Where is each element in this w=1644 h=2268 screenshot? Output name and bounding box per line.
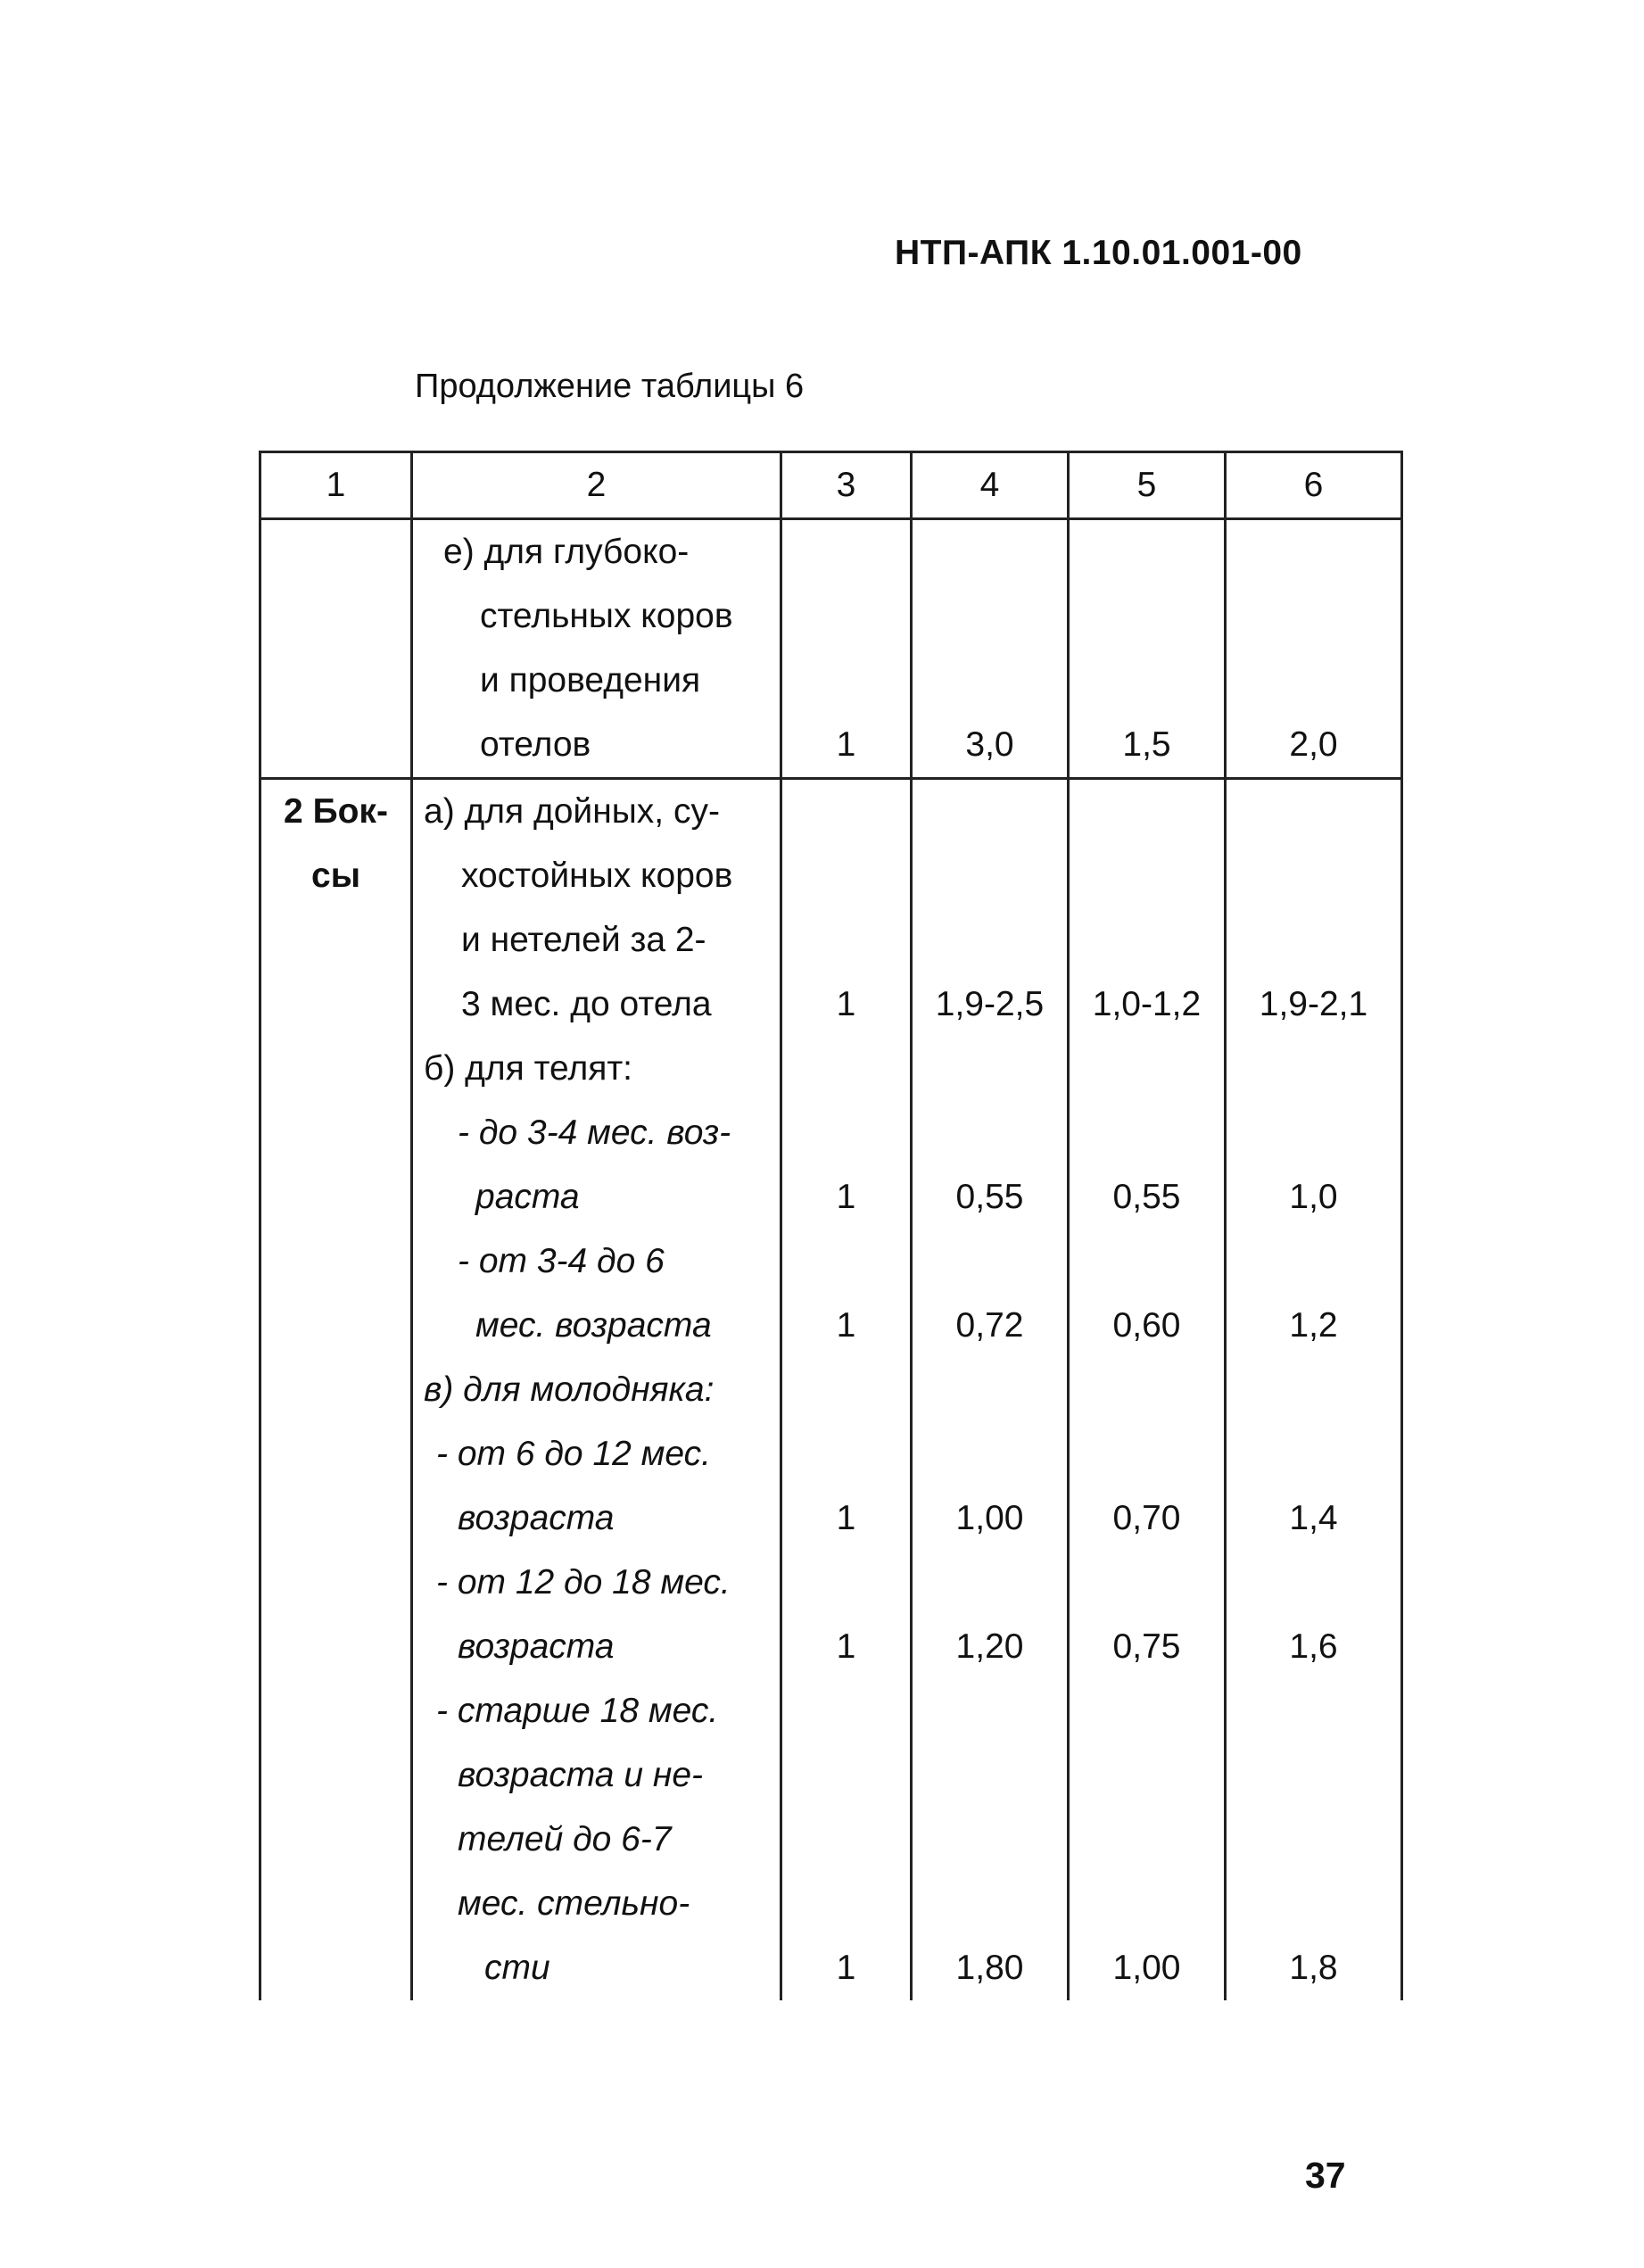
- empty-line: [1227, 1551, 1400, 1615]
- table-caption: Продолжение таблицы 6: [415, 368, 805, 405]
- value: 1: [836, 1306, 856, 1345]
- value: 1,8: [1289, 1949, 1338, 1987]
- value: 1,80: [955, 1949, 1024, 1987]
- empty-line: [1227, 1101, 1400, 1165]
- value: 3,0: [965, 725, 1014, 764]
- value: 1,9-2,1: [1259, 985, 1368, 1023]
- value-cell: [912, 779, 1069, 2001]
- empty-line: [913, 1037, 1067, 1101]
- empty-line: [782, 1743, 910, 1808]
- value: 1: [836, 1949, 856, 1987]
- empty-line: [782, 1872, 910, 1936]
- description-line: хостойных коров: [461, 857, 733, 895]
- description-cell: [412, 779, 781, 2001]
- empty-line: [782, 908, 910, 973]
- empty-line: [782, 1679, 910, 1743]
- value: 1,00: [955, 1499, 1024, 1537]
- table-row-e: [260, 519, 1402, 779]
- description-line: б) для телят:: [424, 1049, 633, 1088]
- empty-line: [1227, 780, 1400, 844]
- value: 0,75: [1112, 1627, 1181, 1666]
- description-line: сти: [484, 1949, 550, 1987]
- description-line: возраста: [458, 1499, 615, 1537]
- description-line: раста: [475, 1178, 580, 1216]
- norms-table: [259, 451, 1403, 2000]
- empty-line: [1070, 1037, 1224, 1101]
- page-number: 37: [1305, 2155, 1346, 2196]
- value: 1,2: [1289, 1306, 1338, 1345]
- description-line: - до 3-4 мес. воз-: [458, 1113, 731, 1152]
- empty-line: [782, 1422, 910, 1486]
- value: 1: [836, 985, 856, 1023]
- column-number: 6: [1226, 452, 1402, 519]
- value-cell: [912, 519, 1069, 779]
- empty-line: [1227, 1229, 1400, 1294]
- value: 1,0: [1289, 1178, 1338, 1216]
- empty-line: [1227, 1037, 1400, 1101]
- value: 1,00: [1112, 1949, 1181, 1987]
- table-row-boxes: [260, 779, 1402, 2001]
- description-line: возраста: [458, 1627, 615, 1666]
- description-line: мес. стельно-: [458, 1884, 690, 1923]
- description-line: стельных коров: [480, 597, 733, 635]
- description-line: и проведения: [480, 661, 701, 699]
- value: 2,0: [1289, 725, 1338, 764]
- description-line: - старше 18 мес.: [436, 1692, 719, 1730]
- value-cell: [1069, 519, 1226, 779]
- empty-line: [1227, 844, 1400, 908]
- description-line: отелов: [480, 725, 591, 764]
- column-number: 5: [1069, 452, 1226, 519]
- value-cell: [1069, 779, 1226, 2001]
- value: 1: [836, 725, 856, 764]
- row-label-cell: [260, 779, 412, 2001]
- column-number-row: [260, 452, 1402, 519]
- empty-line: [1070, 844, 1224, 908]
- empty-line: [913, 1101, 1067, 1165]
- column-number: 1: [260, 452, 412, 519]
- empty-line: [1070, 1551, 1224, 1615]
- empty-line: [1227, 1808, 1400, 1872]
- empty-line: [1227, 1679, 1400, 1743]
- value-cell: [1226, 779, 1402, 2001]
- empty-line: [782, 1037, 910, 1101]
- value-cell: [781, 779, 912, 2001]
- description-line: возраста и не-: [458, 1756, 703, 1794]
- value: 1,4: [1289, 1499, 1338, 1537]
- empty-line: [1070, 1229, 1224, 1294]
- value: 1: [836, 1178, 856, 1216]
- empty-line: [1070, 908, 1224, 973]
- empty-line: [1070, 1679, 1224, 1743]
- empty-line: [782, 1551, 910, 1615]
- empty-line: [913, 1422, 1067, 1486]
- empty-line: [1227, 1422, 1400, 1486]
- empty-line: [1070, 780, 1224, 844]
- description-line: мес. возраста: [475, 1306, 712, 1345]
- empty-line: [1227, 1358, 1400, 1422]
- empty-line: [913, 1551, 1067, 1615]
- value: 1,9-2,5: [935, 985, 1045, 1023]
- description-line: 3 мес. до отела: [461, 985, 712, 1023]
- description-line: телей до 6-7: [458, 1820, 672, 1858]
- value-cell: [781, 519, 912, 779]
- column-number: 3: [781, 452, 912, 519]
- empty-line: [1070, 1422, 1224, 1486]
- value: 1: [836, 1627, 856, 1666]
- description-cell: [412, 519, 781, 779]
- empty-line: [782, 1358, 910, 1422]
- empty-cell: [260, 519, 412, 779]
- empty-line: [913, 1358, 1067, 1422]
- column-number: 4: [912, 452, 1069, 519]
- value: 1,6: [1289, 1627, 1338, 1666]
- empty-line: [913, 1808, 1067, 1872]
- value: 1: [836, 1499, 856, 1537]
- value: 0,60: [1112, 1306, 1181, 1345]
- description-line: е) для глубоко-: [443, 533, 690, 571]
- description-line: - от 12 до 18 мес.: [436, 1563, 731, 1602]
- empty-line: [1070, 1743, 1224, 1808]
- value: 1,20: [955, 1627, 1024, 1666]
- value: 1,0-1,2: [1092, 985, 1202, 1023]
- column-number: 2: [412, 452, 781, 519]
- value: 1,5: [1122, 725, 1171, 764]
- description-line: а) для дойных, су-: [424, 792, 720, 831]
- empty-line: [1227, 1872, 1400, 1936]
- empty-line: [782, 1808, 910, 1872]
- empty-line: [913, 1743, 1067, 1808]
- value: 0,72: [955, 1306, 1024, 1345]
- empty-line: [782, 844, 910, 908]
- value: 0,55: [955, 1178, 1024, 1216]
- empty-line: [913, 844, 1067, 908]
- empty-line: [913, 780, 1067, 844]
- description-line: - от 6 до 12 мес.: [436, 1435, 711, 1473]
- empty-line: [1070, 1872, 1224, 1936]
- document-code: НТП-АПК 1.10.01.001-00: [895, 234, 1302, 272]
- empty-line: [782, 780, 910, 844]
- description-line: в) для молодняка:: [424, 1370, 715, 1409]
- empty-line: [1070, 1808, 1224, 1872]
- empty-line: [1070, 1358, 1224, 1422]
- row-label: сы: [311, 857, 360, 895]
- row-label: 2 Бок-: [284, 792, 388, 831]
- empty-line: [913, 908, 1067, 973]
- description-line: и нетелей за 2-: [461, 921, 706, 959]
- empty-line: [782, 1229, 910, 1294]
- empty-line: [913, 1229, 1067, 1294]
- description-line: - от 3-4 до 6: [458, 1242, 665, 1280]
- empty-line: [1070, 1101, 1224, 1165]
- empty-line: [782, 1101, 910, 1165]
- empty-line: [913, 1679, 1067, 1743]
- empty-line: [1227, 908, 1400, 973]
- empty-line: [913, 1872, 1067, 1936]
- empty-line: [1227, 1743, 1400, 1808]
- value: 0,55: [1112, 1178, 1181, 1216]
- value: 0,70: [1112, 1499, 1181, 1537]
- value-cell: [1226, 519, 1402, 779]
